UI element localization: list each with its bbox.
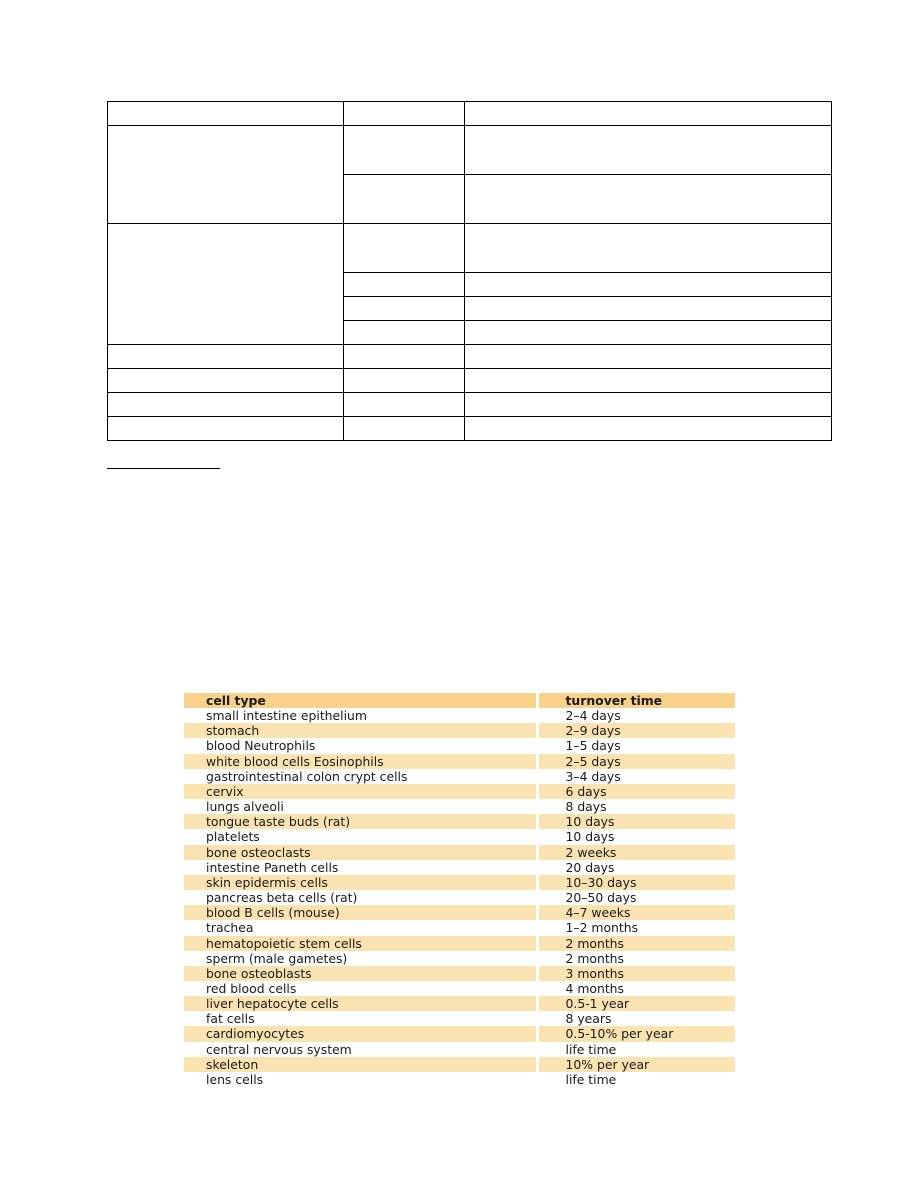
table-row (184, 723, 735, 738)
table-cell (108, 224, 344, 345)
table-row (184, 738, 735, 753)
table-row (108, 345, 832, 369)
empty-bordered-table (107, 101, 832, 441)
table-cell (465, 417, 832, 441)
table-row (184, 799, 735, 814)
table-cell (108, 102, 344, 126)
turnover-time-value: 4 months (537, 981, 735, 996)
table-cell (465, 297, 832, 321)
turnover-time-value: 2–4 days (537, 708, 735, 723)
cell-type-value: pancreas beta cells (rat) (184, 890, 537, 905)
turnover-time-value: 10% per year (537, 1057, 735, 1072)
cell-type-value: small intestine epithelium (184, 708, 537, 723)
table-cell (465, 369, 832, 393)
table-cell (108, 417, 344, 441)
turnover-time-value: 3 months (537, 966, 735, 981)
turnover-time-value: 8 years (537, 1011, 735, 1026)
table-cell (465, 393, 832, 417)
table-row (184, 754, 735, 769)
table-row (108, 102, 832, 126)
cell-type-value: stomach (184, 723, 537, 738)
table-row (108, 126, 832, 175)
cell-type-value: cardiomyocytes (184, 1026, 537, 1041)
turnover-time-value: 2–9 days (537, 723, 735, 738)
turnover-time-value: 10 days (537, 829, 735, 844)
turnover-time-value: 0.5-10% per year (537, 1026, 735, 1041)
table-cell (108, 393, 344, 417)
table-row (184, 1011, 735, 1026)
turnover-time-value: life time (537, 1072, 735, 1087)
turnover-time-value: 2 months (537, 936, 735, 951)
cell-type-value: lens cells (184, 1072, 537, 1087)
table-row (108, 393, 832, 417)
table-cell (465, 126, 832, 175)
turnover-time-value: 10–30 days (537, 875, 735, 890)
column-header-cell-type: cell type (184, 693, 537, 708)
table-cell (108, 126, 344, 224)
column-header-turnover-time: turnover time (537, 693, 735, 708)
table-cell (344, 393, 465, 417)
table-row (184, 1072, 735, 1087)
turnover-time-value: 2–5 days (537, 754, 735, 769)
cell-type-value: sperm (male gametes) (184, 951, 537, 966)
table-cell (465, 175, 832, 224)
turnover-time-value: life time (537, 1042, 735, 1057)
cell-type-value: platelets (184, 829, 537, 844)
cell-type-value: tongue taste buds (rat) (184, 814, 537, 829)
cell-type-value: skin epidermis cells (184, 875, 537, 890)
turnover-time-value: 3–4 days (537, 769, 735, 784)
cell-type-value: skeleton (184, 1057, 537, 1072)
turnover-time-value: 20–50 days (537, 890, 735, 905)
turnover-time-value: 2 weeks (537, 845, 735, 860)
cell-type-value: central nervous system (184, 1042, 537, 1057)
table-row (184, 981, 735, 996)
turnover-time-value: 2 months (537, 951, 735, 966)
cell-type-value: white blood cells Eosinophils (184, 754, 537, 769)
table-row (108, 369, 832, 393)
table-row (184, 966, 735, 981)
table-row (184, 1057, 735, 1072)
table-header-row (184, 693, 735, 708)
cell-type-value: lungs alveoli (184, 799, 537, 814)
table-row (184, 890, 735, 905)
table-row (108, 417, 832, 441)
table-row (184, 1042, 735, 1057)
table-cell (465, 102, 832, 126)
table-cell (108, 345, 344, 369)
table-row (184, 860, 735, 875)
cell-type-value: liver hepatocyte cells (184, 996, 537, 1011)
table-cell (344, 224, 465, 273)
cell-type-value: bone osteoclasts (184, 845, 537, 860)
table-cell (344, 102, 465, 126)
table-row (184, 769, 735, 784)
table-row (184, 1026, 735, 1041)
turnover-time-value: 8 days (537, 799, 735, 814)
table-row (184, 814, 735, 829)
table-cell (344, 369, 465, 393)
table-cell (344, 345, 465, 369)
table-cell (344, 417, 465, 441)
cell-type-value: cervix (184, 784, 537, 799)
table-cell (465, 273, 832, 297)
table-cell (344, 175, 465, 224)
table-row (184, 996, 735, 1011)
table-row (184, 951, 735, 966)
cell-type-value: bone osteoblasts (184, 966, 537, 981)
table-row (184, 829, 735, 844)
turnover-time-value: 6 days (537, 784, 735, 799)
table-row (184, 905, 735, 920)
cell-type-value: blood B cells (mouse) (184, 905, 537, 920)
table-row (184, 708, 735, 723)
cell-type-value: red blood cells (184, 981, 537, 996)
table-cell (344, 126, 465, 175)
table-cell (344, 321, 465, 345)
cell-type-value: blood Neutrophils (184, 738, 537, 753)
table-cell (108, 369, 344, 393)
cell-turnover-table (184, 693, 735, 1087)
cell-type-value: intestine Paneth cells (184, 860, 537, 875)
turnover-time-value: 1–5 days (537, 738, 735, 753)
table-row (184, 784, 735, 799)
cell-type-value: gastrointestinal colon crypt cells (184, 769, 537, 784)
cell-type-value: fat cells (184, 1011, 537, 1026)
cell-type-value: hematopoietic stem cells (184, 936, 537, 951)
turnover-time-value: 10 days (537, 814, 735, 829)
table-row (184, 845, 735, 860)
footnote-separator (107, 468, 220, 469)
turnover-time-value: 20 days (537, 860, 735, 875)
table-cell (465, 321, 832, 345)
table-cell (465, 224, 832, 273)
table-cell (465, 345, 832, 369)
table-row (184, 936, 735, 951)
table-row (108, 224, 832, 273)
turnover-time-value: 4–7 weeks (537, 905, 735, 920)
cell-turnover-table-image (184, 693, 735, 1087)
turnover-time-value: 1–2 months (537, 920, 735, 935)
table-row (184, 920, 735, 935)
cell-type-value: trachea (184, 920, 537, 935)
table-cell (344, 297, 465, 321)
turnover-time-value: 0.5-1 year (537, 996, 735, 1011)
table-cell (344, 273, 465, 297)
table-row (184, 875, 735, 890)
